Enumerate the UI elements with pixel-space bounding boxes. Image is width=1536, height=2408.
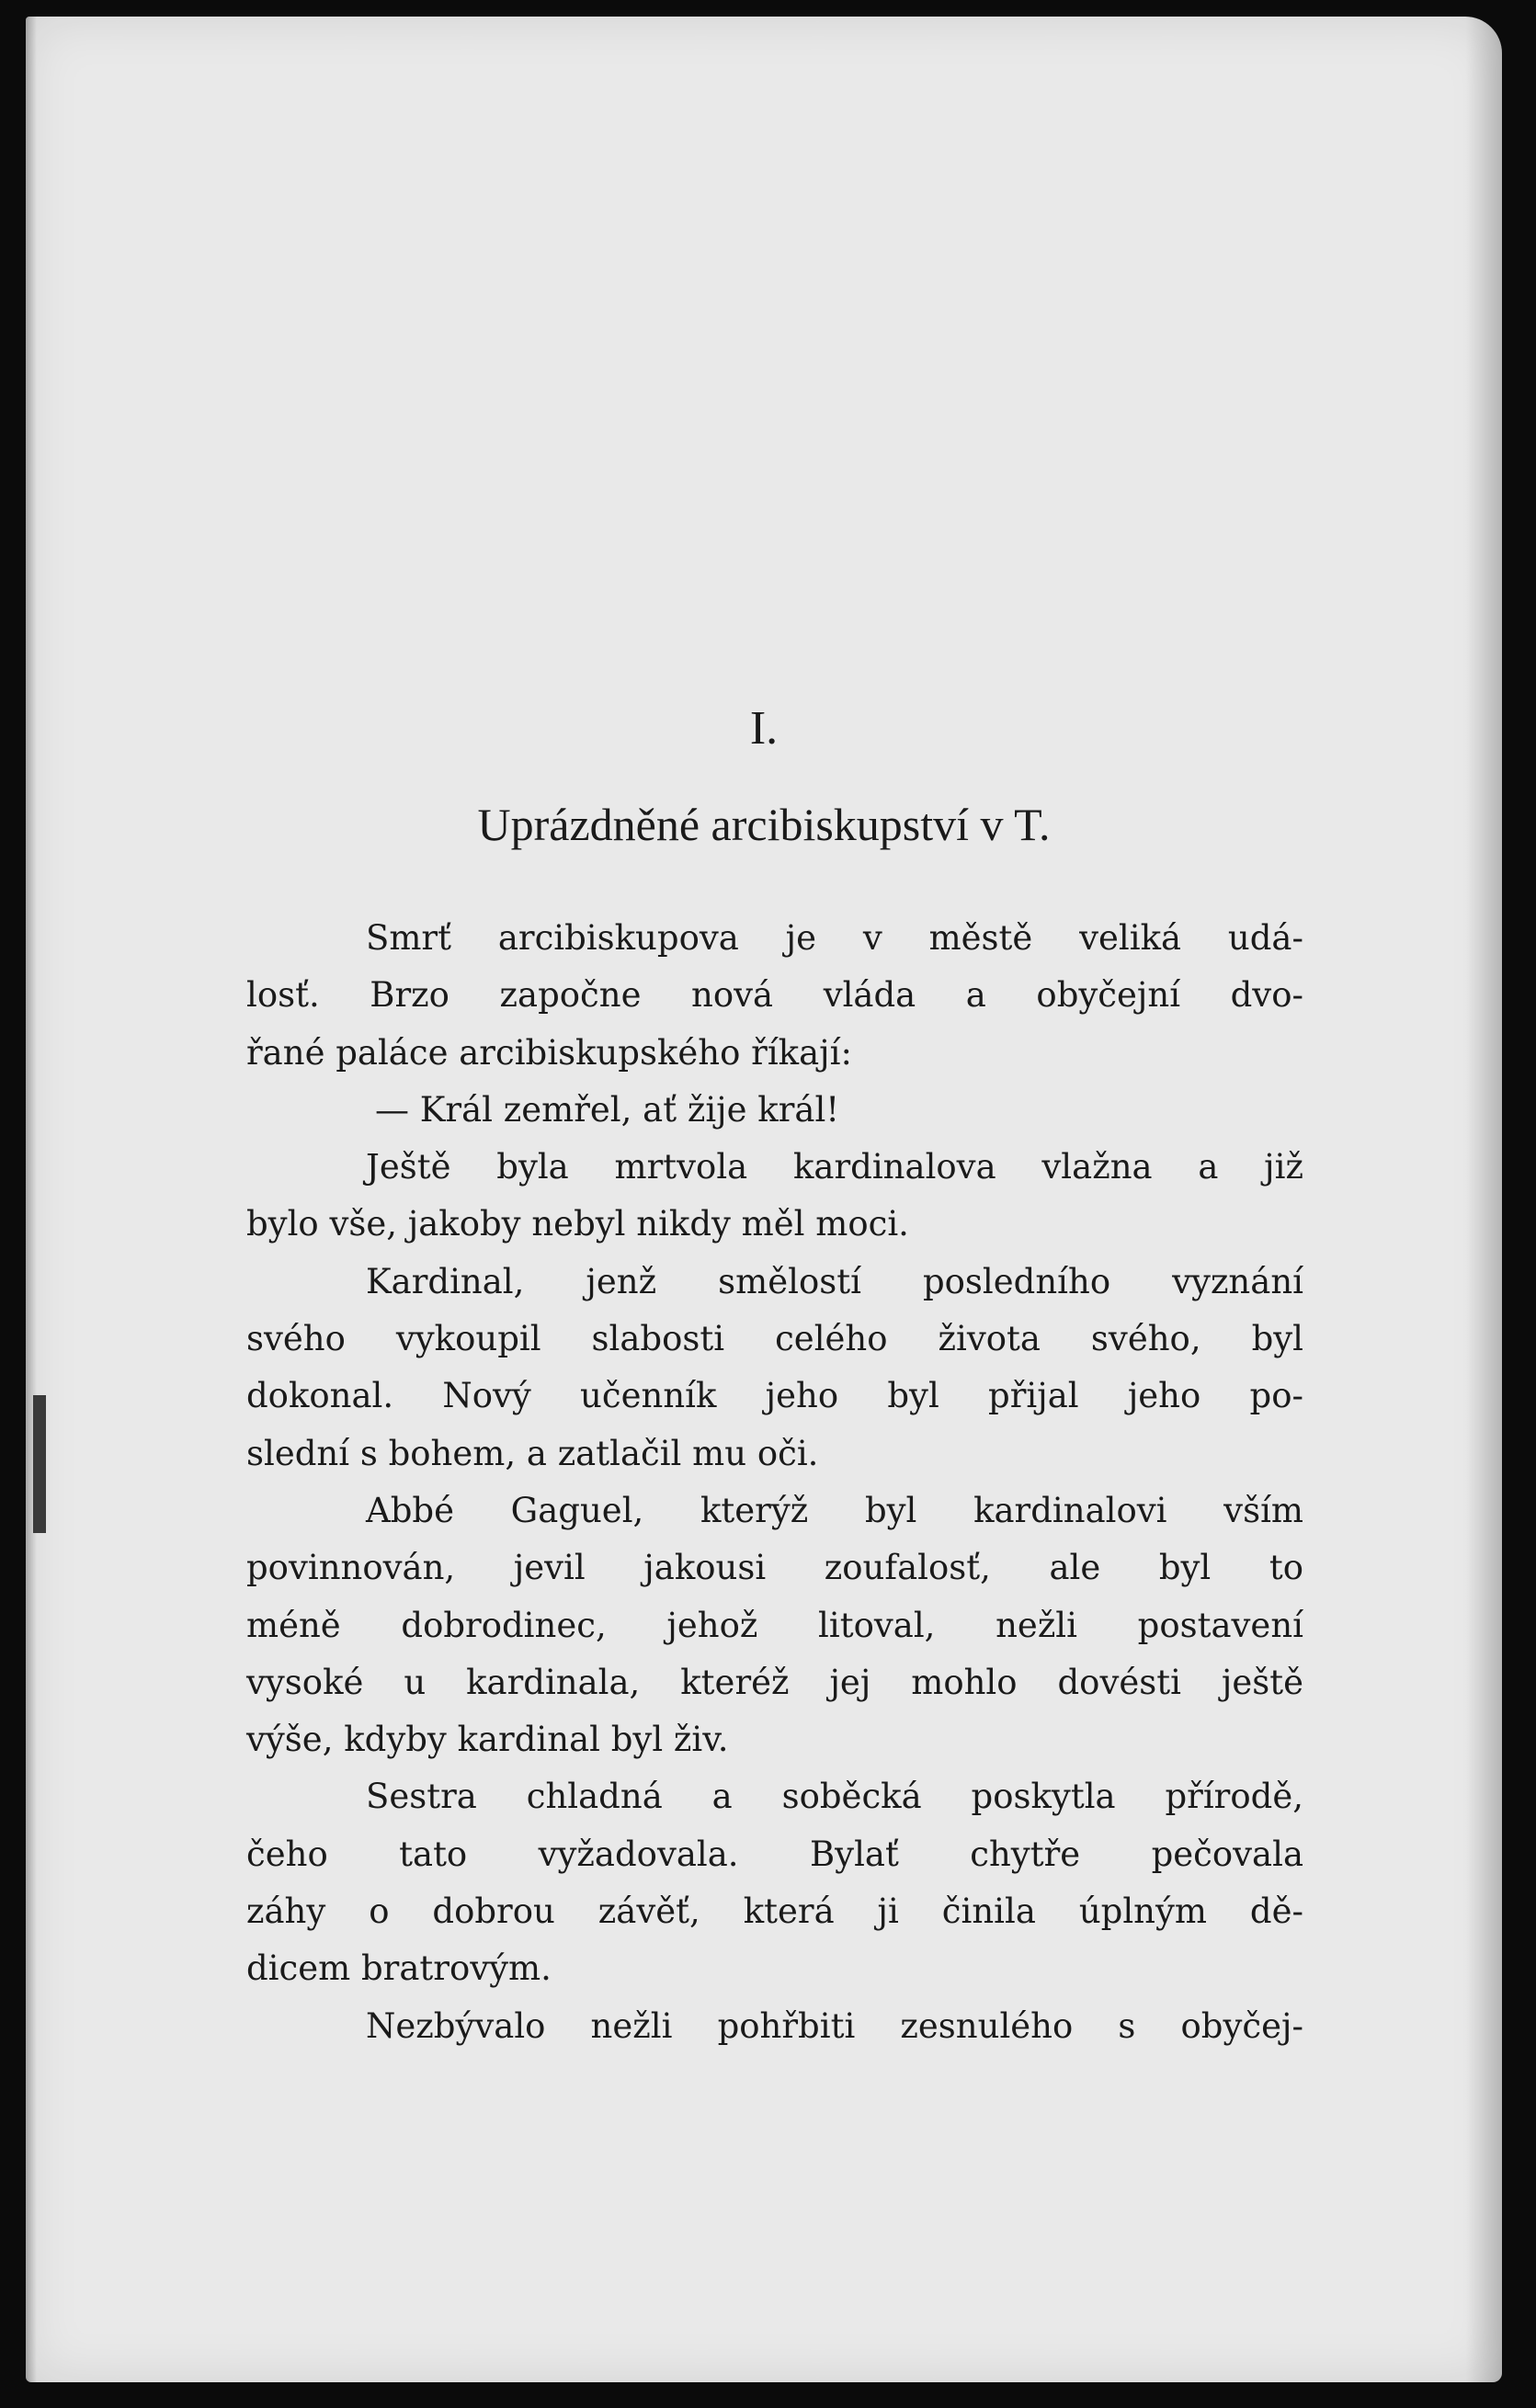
text-line: Abbé Gaguel, kterýž byl kardinalovi vším — [366, 1490, 1303, 1530]
book-page — [26, 17, 1502, 2382]
text-line: výše, kdyby kardinal byl živ. — [246, 1720, 729, 1760]
text-line: dokonal. Nový učenník jeho byl přijal jeho po- — [246, 1376, 1303, 1416]
text-line: losť. Brzo započne nová vláda a obyčejní dvo- — [246, 975, 1303, 1016]
text-line: Kardinal, jenž smělostí posledního vyznání — [366, 1261, 1303, 1301]
text-line: vysoké u kardinala, kteréž jej mohlo dovésti ještě — [246, 1662, 1303, 1702]
text-line: svého vykoupil slabosti celého života svého, byl — [246, 1319, 1303, 1359]
text-line: Smrť arcibiskupova je v městě veliká udá- — [366, 918, 1303, 958]
text-line: — Král zemřel, ať žije král! — [375, 1089, 840, 1130]
text-line: Ještě byla mrtvola kardinalova vlažna a již — [366, 1147, 1303, 1187]
text-line: bylo vše, jakoby nebyl nikdy měl moci. — [246, 1204, 909, 1244]
text-line: záhy o dobrou závěť, která ji činila úplným dě- — [246, 1891, 1303, 1932]
text-line: řané paláce arcibiskupského říkají: — [246, 1032, 852, 1073]
text-line: čeho tato vyžadovala. Bylať chytře pečovala — [246, 1834, 1303, 1874]
text-line: slední s bohem, a zatlačil mu oči. — [246, 1433, 819, 1473]
text-line: povinnován, jevil jakousi zoufalosť, ale byl to — [246, 1548, 1303, 1588]
body-text — [246, 910, 1303, 2055]
chapter-title: Uprázdněné arcibiskupství v T. — [477, 799, 1051, 850]
text-line: dicem bratrovým. — [246, 1948, 552, 1989]
text-line: Nezbývalo nežli pohřbiti zesnulého s obyčej- — [366, 2005, 1303, 2046]
text-line: Sestra chladná a soběcká poskytla přírodě, — [366, 1777, 1303, 1817]
chapter-number: I. — [749, 702, 779, 755]
text-line: méně dobrodinec, jehož litoval, nežli postavení — [246, 1605, 1303, 1645]
binding-shadow — [33, 1395, 46, 1533]
